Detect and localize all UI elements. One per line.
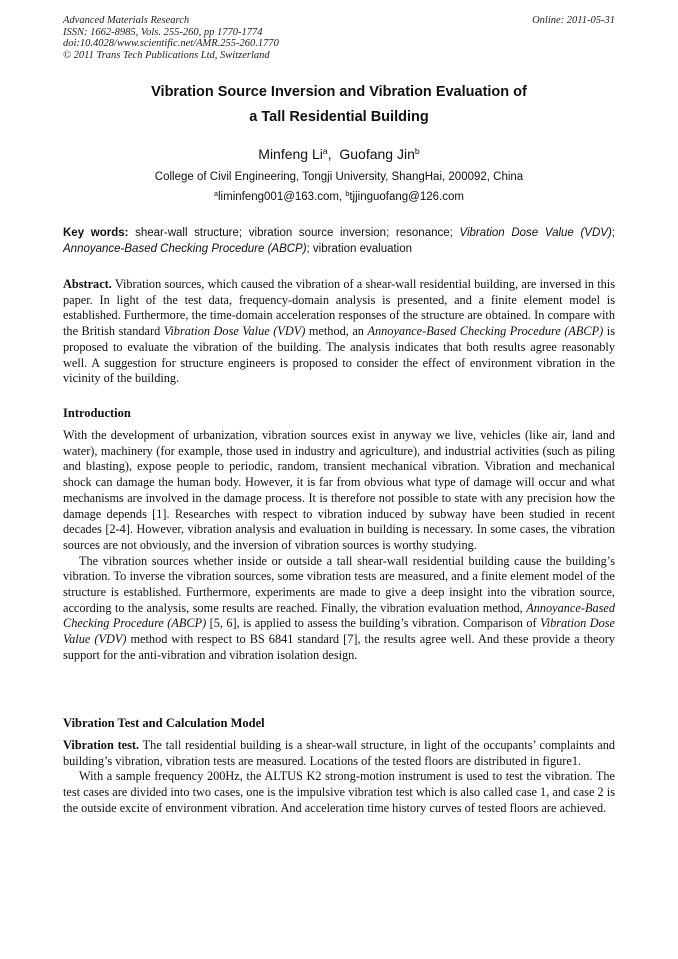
abstract-italic-2: Annoyance-Based Checking Procedure (ABCP) <box>367 324 604 339</box>
intro-p2-text-1: The vibration sources whether inside or outside a tall shear-wall residential building cause the building’s vibration. To inverse the vibration sources, some vibration tests are measured, and a finite element model of the structure is established. Furthermore, experiments are made to give a deep insight into the vibration source, according to the analysis, some results are reached. Finally, the vibration evaluation method, <box>63 553 615 615</box>
keywords-italic-2: Annoyance-Based Checking Procedure (ABCP) <box>63 242 307 255</box>
author-emails <box>63 191 615 203</box>
intro-p2-italic-2: Vibration Dose Value (VDV) <box>63 616 615 647</box>
vibration-test-label: Vibration test. <box>63 738 140 752</box>
email-b[interactable]: tjjinguofang@126.com <box>349 191 464 203</box>
paper-title <box>63 80 615 130</box>
journal-name: Advanced Materials Research <box>63 15 190 26</box>
doi-line: doi:10.4028/www.scientific.net/AMR.255-260.1770 <box>63 38 279 49</box>
introduction-section <box>63 406 615 664</box>
abstract-label: Abstract. <box>63 277 112 291</box>
intro-p2-text-3: method with respect to BS 6841 standard [7], the results agree well. And these provide a theory support for the anti-vibration and vibration isolation design. <box>63 632 615 662</box>
keywords <box>63 226 615 257</box>
journal-header <box>63 15 615 61</box>
introduction-heading: Introduction <box>63 406 131 420</box>
introduction-paragraph-2 <box>63 554 615 664</box>
keywords-text-3: ; vibration evaluation <box>306 242 413 255</box>
author-2-sup: b <box>414 146 420 157</box>
intro-p2-italic-1: Annoyance-Based Checking Procedure (ABCP) <box>63 600 615 631</box>
author-1: Minfeng Li <box>258 146 323 162</box>
email-a[interactable]: liminfeng001@163.com <box>218 191 339 203</box>
keywords-label: Key words: <box>63 227 129 239</box>
issn-line: ISSN: 1662-8985, Vols. 255-260, pp 1770-1774 <box>63 26 263 38</box>
email-separator: , <box>339 191 346 203</box>
vibration-test-p1-text: The tall residential building is a shear-wall structure, in light of the occupants’ complaints and building’s vibration, vibration tests are measured. Locations of the tested floors are distributed in figure1. <box>63 738 615 768</box>
affiliation: College of Civil Engineering, Tongji University, ShangHai, 200092, China <box>154 171 524 183</box>
abstract-text-3: is proposed to evaluate the vibration of the building. The analysis indicates that both results agree reasonably well. A suggestion for structure engineers is proposed to consider the effect of environment vibration in the vicinity of the building. <box>63 324 615 386</box>
title-line-2: a Tall Residential Building <box>249 109 429 125</box>
email-b-sup: b <box>345 190 350 199</box>
online-date: Online: 2011-05-31 <box>532 15 615 26</box>
keywords-text-1: shear-wall structure; vibration source inversion; resonance; <box>128 227 460 239</box>
authors <box>63 146 615 162</box>
intro-p2-text-2: [5, 6], is applied to assess the building’s vibration. Comparison of <box>206 616 541 631</box>
keywords-italic-1: Vibration Dose Value (VDV) <box>459 227 612 239</box>
vibration-test-heading: Vibration Test and Calculation Model <box>63 716 265 730</box>
copyright-line: © 2011 Trans Tech Publications Ltd, Switzerland <box>63 49 270 61</box>
author-2: Guofang Jin <box>339 146 415 162</box>
title-line-1: Vibration Source Inversion and Vibration Evaluation of <box>151 84 527 100</box>
email-a-sup: a <box>214 190 218 199</box>
keywords-text-2: ; <box>611 227 615 239</box>
author-separator: , <box>327 146 340 162</box>
abstract-text-1: Vibration sources, which caused the vibration of a shear-wall residential building, are inversed in this paper. In light of the test data, frequency-domain analysis is presented, and a finite element model is established. Furthermore, the time-domain acceleration responses of the structure are obtained. In compare with the British standard <box>63 277 615 339</box>
vibration-test-paragraph-1 <box>63 738 615 769</box>
vibration-test-section <box>63 716 615 817</box>
introduction-paragraph-1: With the development of urbanization, vibration sources exist in anyway we live, vehicles (like air, land and water), machinery (for example, those used in industry and agriculture), and industrial activities (such as piling and blasting), expose people to periodic, random, transient mechanical vibration. Vibration and mechanical shock can damage the human body. However, it is far from obvious what type of damage will occur and what mechanisms are involved in the damage process. It is therefore not possible to state with any precision how the damage depends [1]. Researches with respect to vibration induced by subway have been studied in recent decades [2-4]. However, vibration analysis and evaluation in building is necessary. In some cases, the vibration sources are not obviously, and the inversion of vibration sources is worthy studying. <box>63 428 615 552</box>
abstract-italic-1: Vibration Dose Value (VDV) <box>163 324 306 339</box>
author-1-sup: a <box>322 146 328 157</box>
vibration-test-paragraph-2: With a sample frequency 200Hz, the ALTUS K2 strong-motion instrument is used to test the vibration. The test cases are divided into two cases, one is the impulsive vibration test which is also called case 1, and case 2 is the outside excite of environment vibration. And acceleration time history curves of tested floors are achieved. <box>63 769 615 815</box>
abstract-text-2: method, an <box>305 324 368 339</box>
abstract <box>63 277 615 387</box>
